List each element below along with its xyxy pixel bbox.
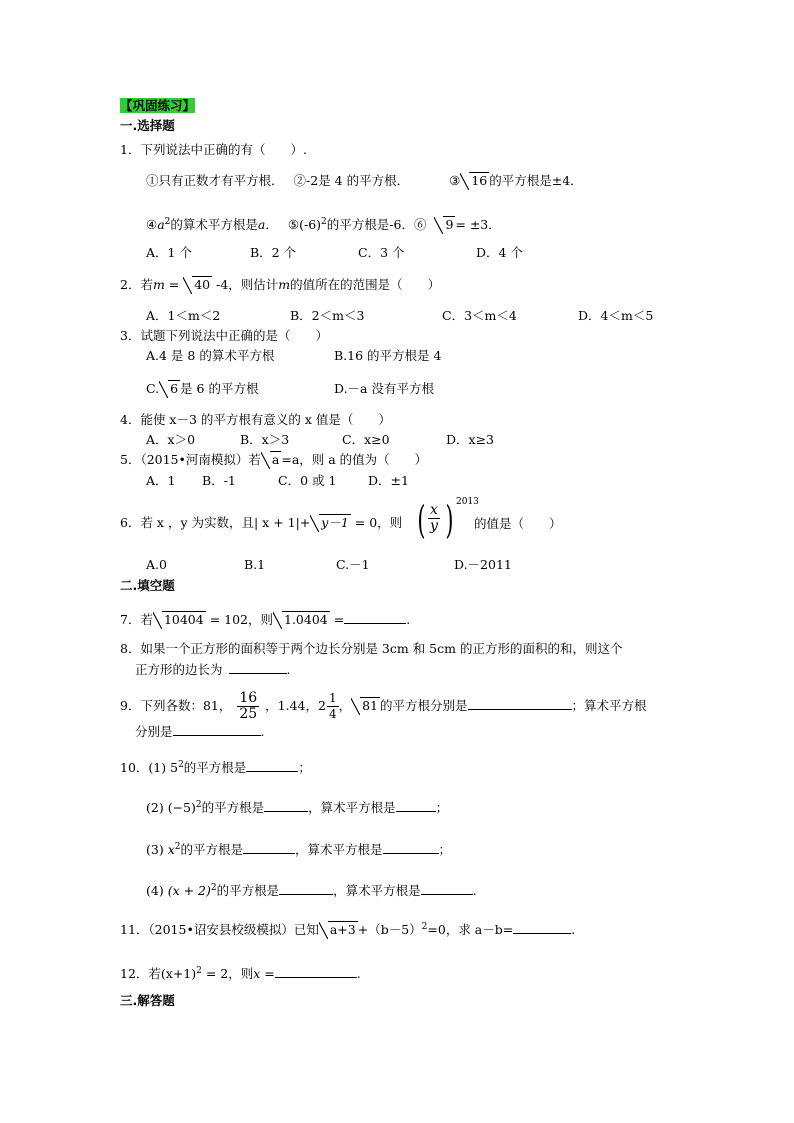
option-a[interactable]: A．1 — [146, 473, 176, 488]
option-b[interactable]: B．-1 — [202, 473, 236, 488]
answer-blank[interactable] — [513, 921, 571, 934]
question-5-stem: 5．（2015•河南模拟）若 a =a，则 a 的值为（ ） — [120, 452, 428, 467]
option-c[interactable]: C. 6 是 6 的平方根 — [146, 381, 259, 396]
q1-statement-4: $④a^2$的算术平方根是a． — [146, 217, 278, 233]
q1-statement-5: $⑤(-6)^2$的平方根是-6．⑥ — [287, 217, 427, 233]
option-d[interactable]: D．x≥3 — [446, 432, 494, 447]
q1-statement-2: ②-2是 4 的平方根． — [293, 173, 410, 188]
answer-blank[interactable] — [468, 697, 572, 710]
fraction-16-25: $\frac{16}{25}$ — [239, 690, 258, 722]
sqrt-symbol: a+3 — [319, 921, 358, 939]
option-a[interactable]: A．x＞0 — [146, 432, 196, 447]
option-c[interactable]: C．x≥0 — [342, 432, 390, 447]
sqrt-symbol: 81 — [351, 697, 380, 715]
q6-tail: 的值是（ ） — [474, 516, 562, 531]
option-d[interactable]: D.－a 没有平方根 — [334, 381, 434, 396]
sqrt-symbol: a — [261, 451, 281, 469]
question-6-stem: 6．若 x ，y 为实数，且| x + 1|+ y－1 = 0，则 — [120, 515, 403, 530]
answer-blank[interactable] — [396, 799, 436, 812]
left-paren: ( — [417, 498, 426, 542]
option-b[interactable]: B.16 的平方根是 4 — [334, 348, 442, 363]
option-a[interactable]: A.4 是 8 的算术平方根 — [146, 348, 275, 363]
exponent: 2013 — [456, 497, 479, 507]
sqrt-symbol: y－1 — [310, 514, 351, 532]
answer-blank[interactable] — [229, 661, 287, 674]
question-7: 7．若 10404 = 102，则 1.0404 = . — [120, 612, 411, 627]
option-b[interactable]: B.1 — [244, 557, 266, 572]
option-c[interactable]: C.－1 — [336, 557, 370, 572]
fraction-x-over-y: $\frac{x}{y}$ — [429, 502, 438, 534]
answer-blank[interactable] — [421, 882, 473, 895]
question-2-stem: 2．若m = 40 -4，则估计m的值所在的范围是（ ） — [120, 277, 441, 292]
question-10-part2: (2) $(-5)^2$的平方根是 ，算术平方根是 ； — [146, 800, 449, 816]
question-9-line1: 9．下列各数：81， $\frac{16}{25}$ ，1.44，2 $\frac{1}{4}$ ， 81 的平方根分别是 ；算术平方根 — [120, 690, 647, 722]
option-d[interactable]: D.－2011 — [454, 557, 512, 572]
question-8-line1: 8．如果一个正方形的面积等于两个边长分别是 3cm 和 5cm 的正方形的面积的和，则这个 — [120, 641, 623, 656]
section-choice-heading: 一.选择题 — [120, 118, 175, 133]
question-12: 12．若$(x+1)^2 = 2$，则x = . — [120, 966, 361, 982]
question-8-line2: 正方形的边长为 . — [135, 662, 291, 677]
sqrt-symbol: 1.0404 — [273, 611, 330, 629]
question-1-statements-row2 — [146, 213, 501, 234]
option-b[interactable]: B．x＞3 — [240, 432, 290, 447]
answer-blank[interactable] — [275, 965, 357, 978]
sqrt-symbol: 10404 — [153, 611, 206, 629]
answer-blank[interactable] — [344, 611, 406, 624]
section-header — [120, 97, 195, 115]
answer-blank[interactable] — [264, 799, 308, 812]
option-a[interactable]: A.0 — [146, 557, 167, 572]
question-1-stem: 1．下列说法中正确的有（ ）. — [120, 142, 307, 157]
q1-statement-3: ③ 16 的平方根是±4． — [449, 173, 583, 188]
sqrt-symbol: 6 — [159, 380, 180, 398]
q1-statement-1: ①只有正数才有平方根． — [146, 173, 284, 188]
q1-statement-6: 9 = ±3． — [434, 217, 500, 232]
option-b[interactable]: B．2＜m＜3 — [290, 308, 365, 323]
option-a[interactable]: A．1 个 — [146, 245, 192, 260]
section-title: 【巩固练习】 — [120, 98, 196, 113]
question-10-part3: (3) $x^2$的平方根是 ，算术平方根是 ； — [146, 842, 452, 858]
option-a[interactable]: A．1＜m＜2 — [146, 308, 221, 323]
answer-blank[interactable] — [279, 882, 333, 895]
fraction-1-4: $\frac{1}{4}$ — [328, 691, 337, 721]
question-9-line2: 分别是 . — [135, 724, 265, 739]
option-c[interactable]: C．3 个 — [358, 245, 405, 260]
option-d[interactable]: D．4 个 — [476, 245, 523, 260]
question-4-stem: 4．能使 x－3 的平方根有意义的 x 值是（ ） — [120, 412, 391, 427]
answer-blank[interactable] — [246, 759, 298, 772]
option-d[interactable]: D．4＜m＜5 — [578, 308, 654, 323]
question-10-part4: (4) $(x + 2)^2$的平方根是 ，算术平方根是 . — [146, 883, 477, 899]
option-d[interactable]: D．±1 — [368, 473, 409, 488]
option-c[interactable]: C．3＜m＜4 — [442, 308, 517, 323]
section-solve-heading: 三.解答题 — [120, 993, 175, 1008]
answer-blank[interactable] — [383, 841, 439, 854]
question-1-statements-row1 — [146, 172, 583, 190]
question-3-stem: 3．试题下列说法中正确的是（ ） — [120, 328, 328, 343]
sqrt-symbol: 16 — [460, 172, 489, 190]
question-10-part1: 10．(1) $5^2$的平方根是 ； — [120, 760, 311, 776]
option-c[interactable]: C．0 或 1 — [278, 473, 337, 488]
answer-blank[interactable] — [243, 841, 295, 854]
right-paren: ) — [445, 498, 454, 542]
sqrt-symbol: 40 — [183, 276, 212, 294]
question-11: 11．（2015•诏安县校级模拟）已知 $a+3 +(b-5)^2=0$，求 a－b= . — [120, 922, 576, 938]
option-b[interactable]: B．2 个 — [250, 245, 297, 260]
sqrt-symbol: 9 — [434, 216, 455, 234]
answer-blank[interactable] — [173, 723, 261, 736]
section-fill-heading: 二.填空题 — [120, 578, 175, 593]
